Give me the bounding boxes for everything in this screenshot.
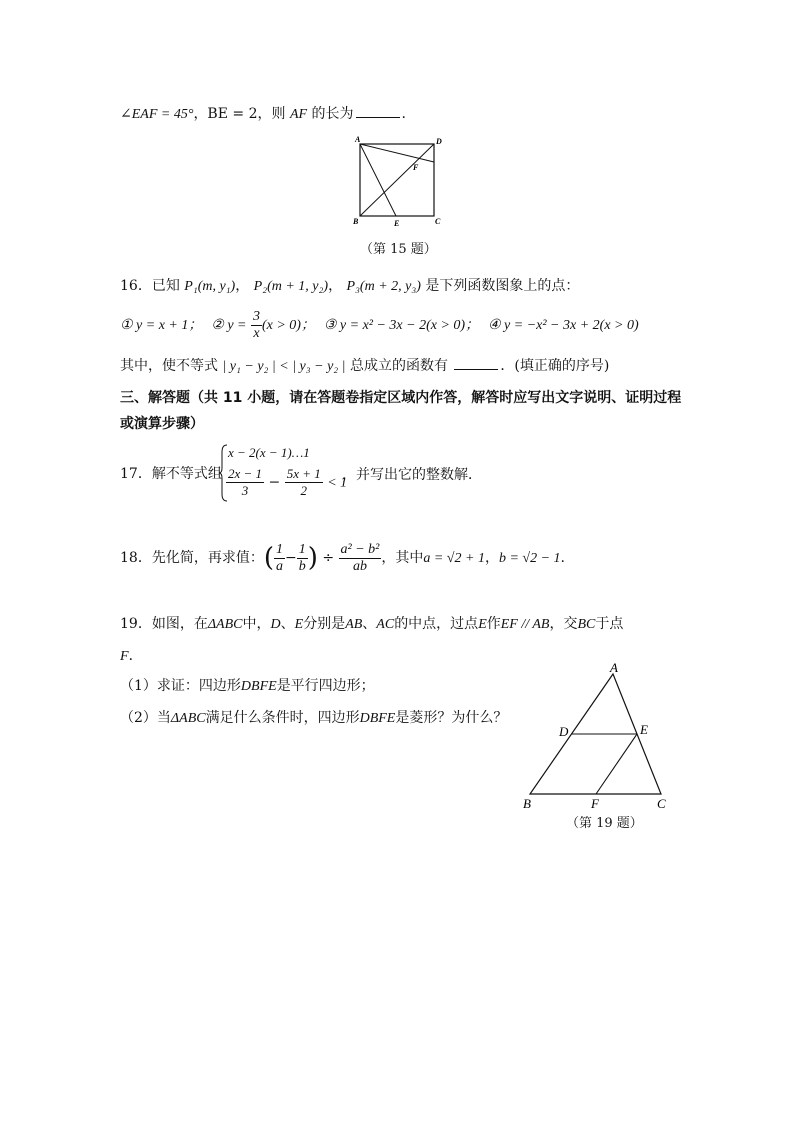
q19-part2	[120, 708, 507, 729]
q17-eq1: x − 2(x − 1)…1	[228, 445, 310, 460]
q19-line1	[120, 614, 623, 635]
q15-text	[120, 104, 406, 125]
q18-frac-main	[339, 542, 382, 575]
label-a: A	[355, 135, 361, 144]
q16-f2-den: x	[253, 325, 260, 341]
q16-p2: P₂(m + 1, y₂)	[253, 279, 329, 294]
label-d: D	[559, 724, 569, 739]
segment-ef	[596, 734, 637, 794]
q16-answer-blank	[454, 357, 498, 370]
q19-a: 中，	[242, 616, 271, 632]
q19-p1-post: 是平行四边形；	[276, 678, 375, 694]
q18-one-b: 1	[298, 541, 306, 557]
label-e: E	[640, 722, 648, 737]
q18-comma: ，	[484, 550, 499, 566]
q18-a: a	[275, 558, 283, 574]
q15-angle: ∠EAF = 45°	[120, 107, 194, 122]
q16-f2-frac	[251, 309, 262, 342]
q17-f1-den: 3	[241, 483, 249, 498]
q16-p1: P₁(m, y₁)	[184, 279, 236, 294]
q19-period: ．	[128, 648, 143, 664]
segment-ae	[360, 144, 396, 216]
q19-e2: E	[478, 617, 487, 632]
q19-sep1: 、	[280, 616, 295, 632]
q18-suffix-pre: ，其中	[381, 550, 424, 566]
q19-ac: AC	[376, 617, 395, 632]
label-a: A	[610, 660, 618, 675]
q16-condition	[120, 356, 609, 377]
q16-sep2: ，	[328, 278, 343, 294]
label-f: F	[591, 796, 599, 810]
label-e: E	[394, 219, 400, 228]
q19-p2-post: 是菱形？为什么？	[395, 710, 508, 726]
q16-f4: ④ y = −x² − 3x + 2(x > 0)	[487, 318, 639, 333]
q19-pre: 19．如图，在	[120, 616, 208, 632]
q18-prefix: 18．先化简，再求值：	[120, 550, 264, 566]
q19-ef: EF // AB	[500, 617, 550, 632]
q18-den: ab	[352, 558, 367, 574]
q17-lt: < 1	[327, 475, 348, 491]
q19-ee: ，交	[549, 616, 578, 632]
q16-p3: P₃(m + 2, y₃)	[346, 279, 421, 294]
q16-prefix: 16．已知	[120, 278, 180, 294]
q18-frac-b	[297, 542, 308, 575]
q17-suffix: ，并写出它的整数解．	[342, 467, 482, 483]
q19-tri: ΔABC	[207, 617, 243, 632]
q15-answer-blank	[356, 105, 400, 118]
label-d: D	[436, 137, 442, 146]
q16-functions	[120, 308, 639, 343]
q16-f2-num: 3	[252, 308, 260, 324]
q19-ff: 于点	[595, 616, 624, 632]
section3-heading-line2: 或演算步骤）	[120, 416, 204, 432]
q18-div: ÷	[322, 550, 335, 566]
q17-frac2	[285, 466, 323, 499]
q18-aval: a = √2 + 1	[423, 551, 485, 566]
section3-heading-line1: 三、解答题（共 11 小题，请在答题卷指定区域内作答，解答时应写出文字说明、证明过程	[120, 390, 682, 406]
diagonal-bd	[360, 144, 434, 216]
q17-f2-den: 2	[300, 483, 307, 498]
q19-ab: AB	[345, 617, 363, 632]
q15-square-figure	[350, 132, 450, 232]
q16-f2-pre: ② y =	[211, 318, 247, 333]
q19-part1	[120, 676, 375, 697]
q16-cond-end: ．(填正确的序号)	[500, 358, 610, 374]
q17-minus: −	[268, 474, 281, 491]
label-f: F	[413, 163, 419, 172]
label-c: C	[435, 217, 441, 226]
q18-rparen: )	[307, 543, 318, 573]
q18-lparen: (	[263, 543, 274, 573]
q15-af: AF	[289, 107, 308, 122]
q19-p2-dbfe: DBFE	[359, 711, 396, 726]
q16-f1: ① y = x + 1；	[120, 318, 203, 333]
q19-f: F	[120, 649, 129, 664]
q19-bc: BC	[577, 617, 596, 632]
q18-frac-a	[274, 542, 285, 575]
q19-dd: 作	[486, 616, 501, 632]
q16-cond-post: 总成立的函数有	[349, 358, 448, 374]
q19-p2-mid: 满足什么条件时，四边形	[205, 710, 360, 726]
q19-p1-pre: （1）求证：四边形	[120, 678, 241, 694]
q15-given: ，BE = 2，则	[193, 106, 286, 122]
label-b: B	[353, 217, 359, 226]
q17-f1-num: 2x − 1	[228, 466, 263, 481]
q19-p2-pre: （2）当	[120, 710, 171, 726]
q16-intro	[120, 276, 579, 297]
q18-num: a² − b²	[340, 541, 380, 557]
q18-bval: b = √2 − 1	[498, 551, 561, 566]
q16-suffix: 是下列函数图象上的点：	[425, 278, 580, 294]
q16-cond: | y₁ − y₂ | < | y₃ − y₂ |	[222, 359, 346, 374]
q17-f2-num: 5x + 1	[286, 466, 321, 481]
q17-frac1	[226, 466, 264, 499]
q18-text: 18．先化简，再求值：( $\frac{1}{a}$ − $\frac{1}{b}$ ) ÷ $\frac{\text{a² − b²}}{ab}$ ，其中a = √2 + 1，b = √2 − 1.	[120, 541, 565, 574]
q19-e: E	[294, 617, 304, 632]
q18-b: b	[298, 558, 306, 574]
q19-c: 的中点，过点	[394, 616, 479, 632]
label-c: C	[657, 796, 666, 810]
q15-period: .	[401, 106, 406, 122]
q16-sep1: ，	[235, 278, 250, 294]
q16-f3: ③ y = x² − 3x − 2(x > 0)；	[323, 318, 480, 333]
q19-p1-dbfe: DBFE	[240, 679, 277, 694]
q19-sep2: 、	[362, 616, 377, 632]
q18-one-a: 1	[275, 541, 283, 557]
q17-eq2	[226, 466, 347, 499]
q19-d: D	[270, 617, 281, 632]
q16-f2-post: (x > 0)；	[261, 318, 315, 333]
q15-caption: （第 15 题）	[360, 242, 437, 257]
label-b: B	[523, 796, 531, 810]
q19-b: 分别是	[303, 616, 346, 632]
q15-ask: 的长为	[311, 106, 354, 122]
q19-caption: （第 19 题）	[566, 816, 643, 831]
q16-cond-pre: 其中，使不等式	[120, 358, 218, 374]
q18-end: .	[560, 550, 565, 566]
segment-af	[360, 144, 434, 162]
q19-triangle-figure	[518, 660, 678, 810]
q19-line2	[120, 646, 143, 667]
q19-p2-tri: ΔABC	[170, 711, 206, 726]
q17-prefix: 17．解不等式组	[120, 466, 222, 482]
